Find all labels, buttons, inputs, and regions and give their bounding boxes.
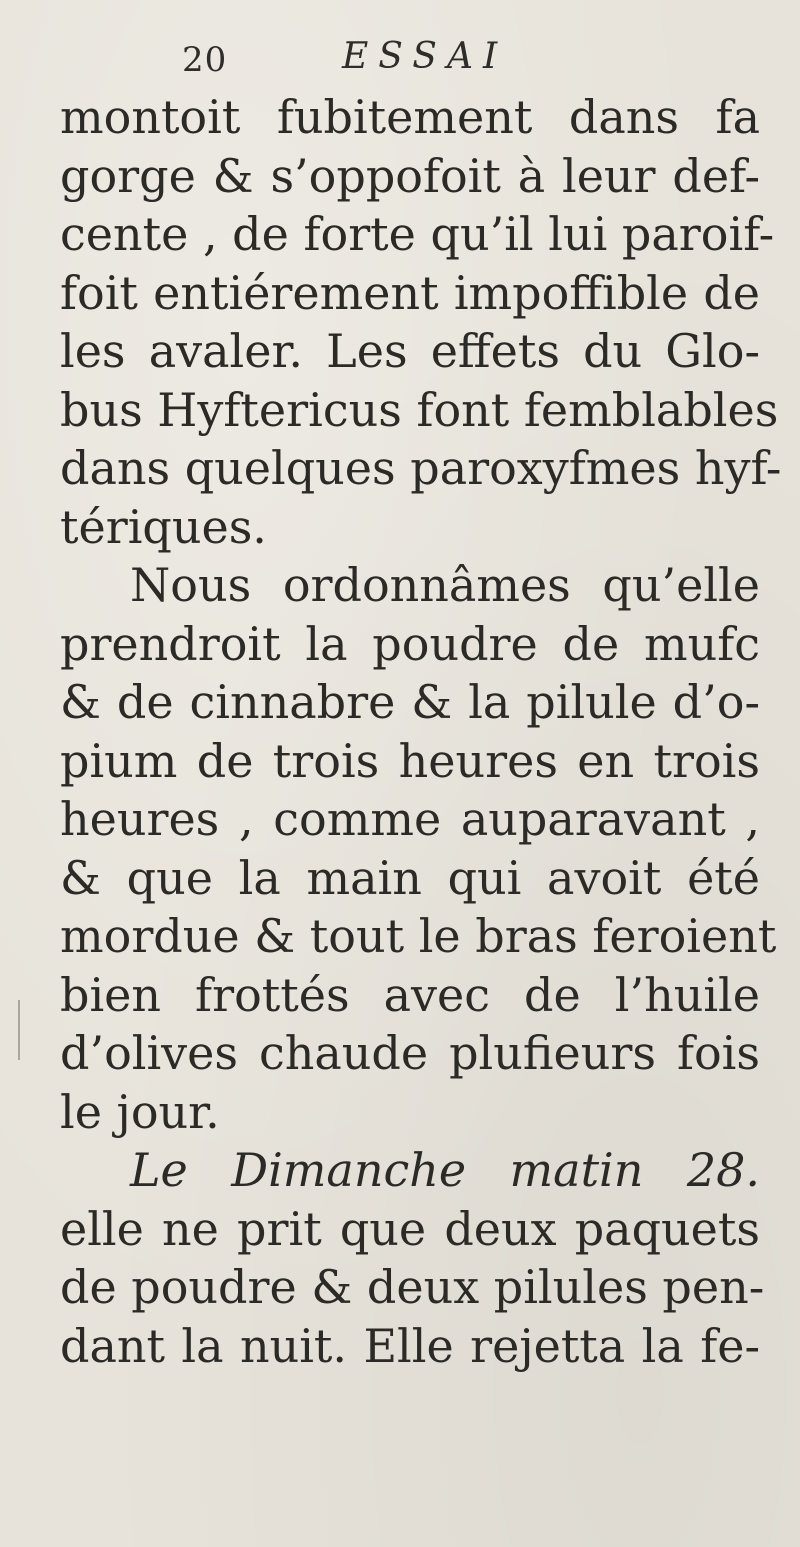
text-line: mordue & tout le bras feroient bbox=[60, 909, 777, 963]
text-line: le jour. bbox=[60, 1084, 220, 1139]
margin-mark bbox=[18, 1000, 20, 1060]
page-header bbox=[182, 36, 602, 86]
text-line: Nous ordonnâmes qu’elle bbox=[130, 558, 760, 612]
text-line: gorge & s’oppofoit à leur def- bbox=[60, 148, 760, 203]
text-line: prendroit la poudre de mufc bbox=[60, 616, 760, 671]
text-line: elle ne prit que deux paquets bbox=[60, 1201, 760, 1256]
text-line: Le Dimanche matin 28. bbox=[130, 1143, 760, 1197]
text-line: dans quelques paroxyfmes hyf- bbox=[60, 441, 782, 495]
text-line: les avaler. Les effets du Glo- bbox=[60, 324, 760, 378]
text-line: montoit fubitement dans fa bbox=[60, 90, 760, 144]
text-line: dant la nuit. Elle rejetta la fe- bbox=[60, 1318, 760, 1373]
text-line: heures , comme auparavant , bbox=[60, 792, 760, 846]
text-line: de poudre & deux pilules pen- bbox=[60, 1260, 765, 1314]
text-line: cente , de forte qu’il lui paroif- bbox=[60, 207, 775, 261]
text-line: tériques. bbox=[60, 499, 267, 554]
body-text bbox=[60, 88, 782, 1375]
text-line: d’olives chaude plufieurs fois bbox=[60, 1026, 760, 1080]
text-line: pium de trois heures en trois bbox=[60, 733, 760, 788]
text-line: & que la main qui avoit été bbox=[60, 850, 760, 905]
running-head: ESSAI bbox=[342, 36, 508, 77]
text-line: foit entiérement impoffible de bbox=[60, 265, 760, 320]
page-number: 20 bbox=[182, 40, 228, 80]
text-line: bien frottés avec de l’huile bbox=[60, 967, 760, 1022]
text-line: & de cinnabre & la pilule d’o- bbox=[60, 675, 760, 729]
text-line: bus Hyftericus font femblables bbox=[60, 382, 779, 437]
